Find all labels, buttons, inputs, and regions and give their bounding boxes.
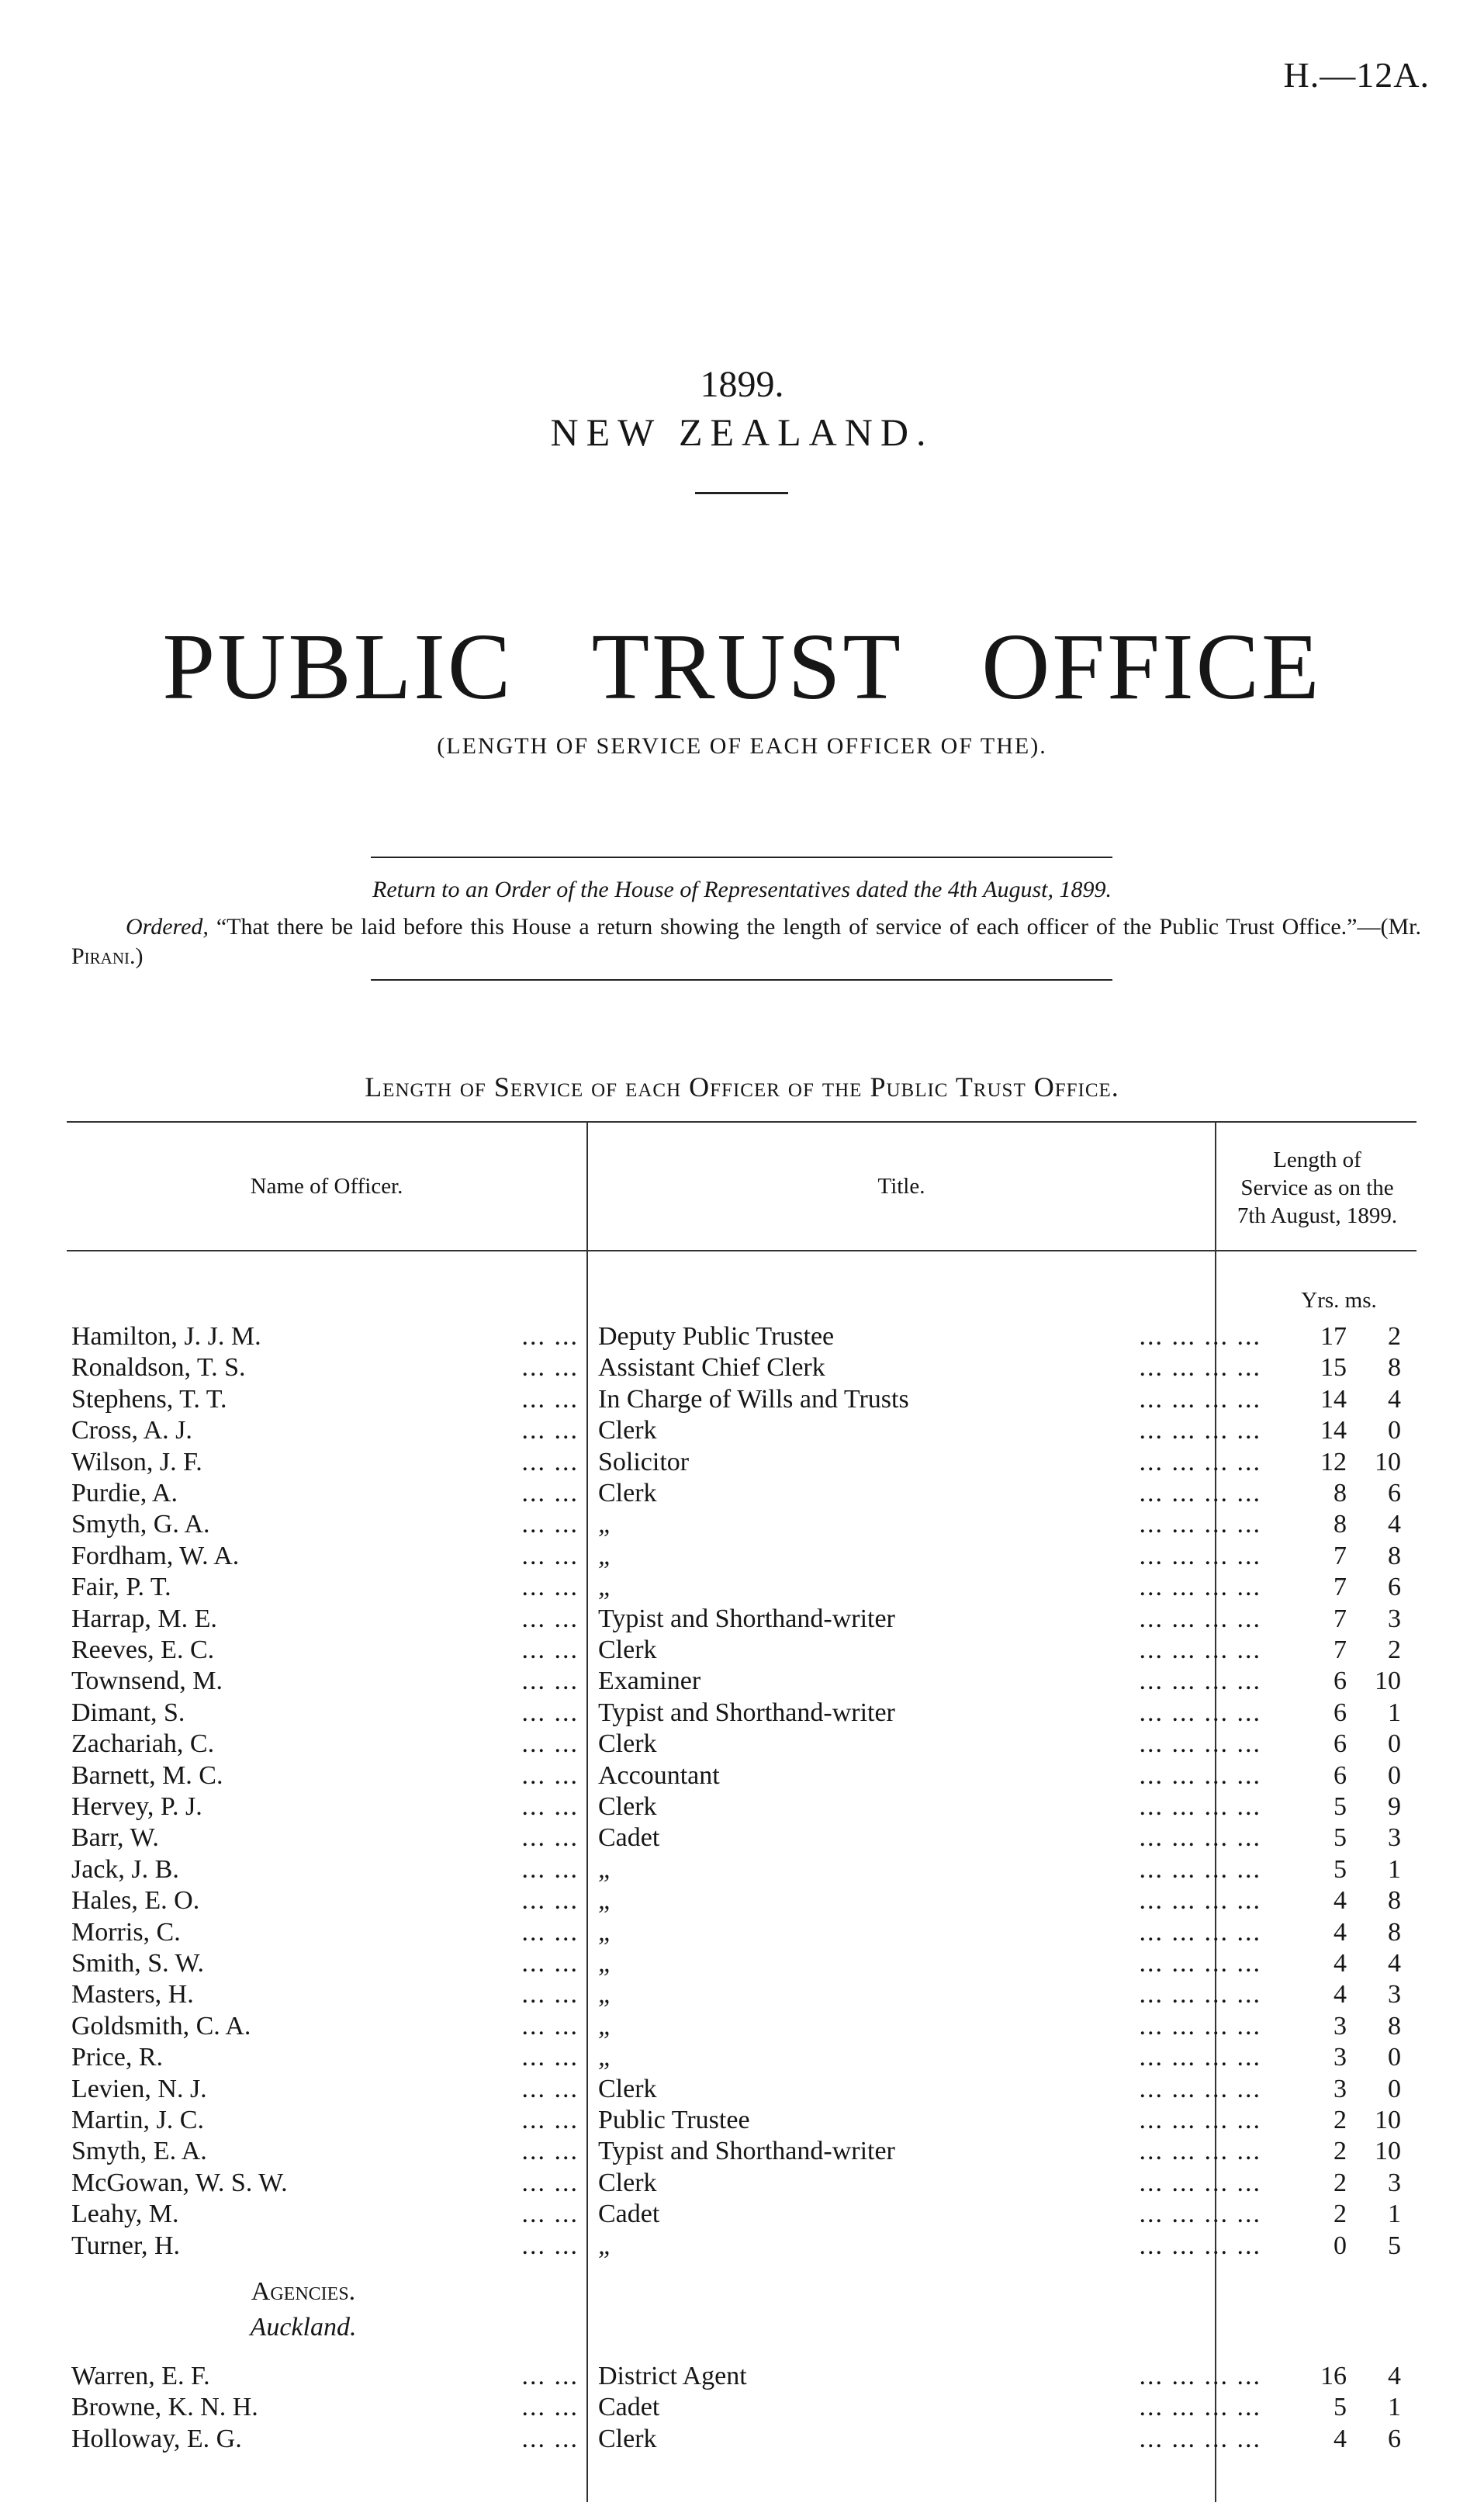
leader-dots: ... ... (521, 2393, 579, 2422)
service-months: 6 (1388, 1573, 1401, 1602)
leader-dots: ... ... (521, 1917, 579, 1947)
officer-name: Zachariah, C. (71, 1729, 215, 1759)
leader-dots: ... ... (521, 1510, 579, 1539)
service-months: 10 (1375, 1447, 1401, 1476)
officer-name: Barr, W. (71, 1823, 159, 1853)
leader-dots: ... ... (521, 1980, 579, 2009)
year-heading: 1899. (700, 364, 784, 405)
leader-dots: ... ... (521, 1886, 579, 1916)
leader-dots: ... ... ... ... (1139, 1792, 1261, 1821)
leader-dots: ... ... ... ... (1139, 1353, 1261, 1383)
service-years: 16 (1320, 2362, 1347, 2390)
service-months: 0 (1388, 2043, 1401, 2072)
table-top-rule (67, 1121, 1417, 1123)
table-row (67, 2042, 1417, 2073)
leader-dots: ... ... (521, 2106, 579, 2134)
leader-dots: ... ... ... ... (1139, 2168, 1261, 2197)
service-months: 10 (1375, 2137, 1401, 2166)
leader-dots: ... ... ... ... (1139, 2043, 1261, 2072)
service-months: 0 (1388, 1416, 1401, 1445)
service-header-line-2: Service as on the (1240, 1175, 1394, 1200)
table-row (67, 1666, 1417, 1697)
officer-title: Typist and Shorthand-writer (598, 1698, 895, 1727)
service-years: 12 (1320, 1447, 1347, 1476)
leader-dots: ... ... ... ... (1139, 1541, 1261, 1570)
officer-name: Levien, N. J. (71, 2074, 207, 2103)
table-row (67, 1979, 1417, 2010)
service-years: 3 (1334, 2043, 1347, 2072)
leader-dots: ... ... ... ... (1139, 1510, 1261, 1539)
leader-dots: ... ... (521, 1573, 579, 1602)
officer-name: Barnett, M. C. (71, 1760, 223, 1790)
officer-title: Typist and Shorthand-writer (598, 2137, 895, 2166)
service-months: 1 (1388, 2393, 1401, 2422)
officer-title: „ (598, 2011, 613, 2041)
service-years: 8 (1334, 1510, 1347, 1539)
ordered-close: .) (130, 943, 144, 969)
table-row (67, 1760, 1417, 1791)
officer-title: District Agent (598, 2362, 747, 2390)
table-row (67, 1447, 1417, 1478)
divider-bottom (371, 979, 1112, 981)
service-years: 3 (1334, 2074, 1347, 2103)
officer-title: „ (598, 1541, 613, 1570)
leader-dots: ... ... (521, 2043, 579, 2072)
leader-dots: ... ... (521, 2424, 579, 2453)
agencies-heading: Agencies. (251, 2277, 356, 2306)
officer-title: „ (598, 1886, 613, 1916)
officer-name: Hamilton, J. J. M. (71, 1322, 261, 1351)
service-years: 4 (1334, 1980, 1347, 2009)
service-months: 4 (1388, 1510, 1401, 1539)
officer-title: Cadet (598, 2393, 660, 2422)
leader-dots: ... ... (521, 2362, 579, 2390)
leader-dots: ... ... (521, 2074, 579, 2103)
ordered-text: “That there be laid before this House a return showing the length of service of each officer of the Public Trust Office.”—(Mr. (208, 914, 1421, 940)
leader-dots: ... ... (521, 1854, 579, 1884)
leader-dots: ... ... (521, 1792, 579, 1821)
officer-name: Purdie, A. (71, 1479, 178, 1508)
table-row (67, 1885, 1417, 1916)
service-months: 8 (1388, 1886, 1401, 1916)
leader-dots: ... ... ... ... (1139, 1698, 1261, 1727)
service-months: 0 (1388, 1760, 1401, 1790)
leader-dots: ... ... ... ... (1139, 2011, 1261, 2041)
page-title: PUBLIC TRUST OFFICE (162, 614, 1322, 719)
service-years: 7 (1334, 1636, 1347, 1664)
short-divider (695, 492, 788, 494)
table-header-rule (67, 1250, 1417, 1251)
leader-dots: ... ... ... ... (1139, 1949, 1261, 1978)
service-years: 6 (1334, 1760, 1347, 1790)
officer-title: „ (598, 1573, 613, 1602)
mover-name: Pirani (71, 943, 130, 969)
service-months: 8 (1388, 2011, 1401, 2041)
officer-title: In Charge of Wills and Trusts (598, 1384, 909, 1414)
leader-dots: ... ... ... ... (1139, 1636, 1261, 1664)
officer-title: Accountant (598, 1760, 720, 1790)
officer-title: „ (598, 1510, 613, 1539)
leader-dots: ... ... (521, 1447, 579, 1476)
service-years: 7 (1334, 1573, 1347, 1602)
leader-dots: ... ... (521, 1604, 579, 1633)
service-years: 14 (1320, 1416, 1347, 1445)
officer-name: Masters, H. (71, 1980, 194, 2009)
leader-dots: ... ... (521, 1541, 579, 1570)
service-months: 10 (1375, 2106, 1401, 2134)
table-row (67, 2361, 1417, 2392)
service-years: 5 (1334, 1792, 1347, 1821)
table-row (67, 1822, 1417, 1854)
officer-name: Dimant, S. (71, 1698, 185, 1727)
service-months: 4 (1388, 1384, 1401, 1414)
units-label: Yrs. ms. (1301, 1288, 1377, 1313)
officer-title: Clerk (598, 1416, 657, 1445)
officer-name: Ronaldson, T. S. (71, 1353, 246, 1383)
table-row (67, 1321, 1417, 1352)
service-years: 5 (1334, 1854, 1347, 1884)
table-row (67, 1384, 1417, 1415)
leader-dots: ... ... ... ... (1139, 2137, 1261, 2166)
service-years: 3 (1334, 2011, 1347, 2041)
table-row (67, 1604, 1417, 1635)
officer-title: Assistant Chief Clerk (598, 1353, 825, 1383)
leader-dots: ... ... (521, 2011, 579, 2041)
service-years: 7 (1334, 1604, 1347, 1633)
service-months: 10 (1375, 1667, 1401, 1696)
table-title: Length of Service of each Officer of the Public Trust Office. (365, 1071, 1119, 1102)
officer-name: Smith, S. W. (71, 1949, 205, 1978)
officer-name: Holloway, E. G. (71, 2424, 242, 2453)
table-row (67, 2392, 1417, 2423)
leader-dots: ... ... (521, 1353, 579, 1383)
leader-dots: ... ... ... ... (1139, 1667, 1261, 1696)
table-row (67, 1729, 1417, 1760)
service-months: 3 (1388, 1604, 1401, 1633)
leader-dots: ... ... ... ... (1139, 1604, 1261, 1633)
officer-title: „ (598, 1917, 613, 1947)
leader-dots: ... ... (521, 1729, 579, 1759)
table-row (67, 1854, 1417, 1885)
leader-dots: ... ... ... ... (1139, 1447, 1261, 1476)
service-header-line-1: Length of (1273, 1148, 1361, 1172)
service-months: 5 (1388, 2231, 1401, 2260)
leader-dots: ... ... ... ... (1139, 1416, 1261, 1445)
service-years: 4 (1334, 2424, 1347, 2453)
leader-dots: ... ... ... ... (1139, 2424, 1261, 2453)
officer-title: Cadet (598, 1823, 660, 1853)
leader-dots: ... ... (521, 1667, 579, 1696)
officer-title: „ (598, 2043, 613, 2072)
country-heading: NEW ZEALAND. (550, 410, 934, 454)
leader-dots: ... ... (521, 1384, 579, 1414)
service-years: 5 (1334, 1823, 1347, 1853)
leader-dots: ... ... ... ... (1139, 2393, 1261, 2422)
service-months: 1 (1388, 2200, 1401, 2229)
leader-dots: ... ... (521, 2200, 579, 2229)
service-months: 6 (1388, 2424, 1401, 2453)
officer-title: Clerk (598, 1636, 657, 1664)
officer-name: Fair, P. T. (71, 1573, 171, 1602)
table-row (67, 1415, 1417, 1446)
divider-top (371, 857, 1112, 858)
officer-title: Typist and Shorthand-writer (598, 1604, 895, 1633)
service-years: 4 (1334, 1949, 1347, 1978)
table-row (67, 2231, 1417, 2262)
service-years: 8 (1334, 1479, 1347, 1508)
table-row (67, 1635, 1417, 1666)
service-months: 1 (1388, 1698, 1401, 1727)
service-months: 0 (1388, 2074, 1401, 2103)
page-subtitle: (LENGTH OF SERVICE OF EACH OFFICER OF THE). (437, 733, 1047, 759)
leader-dots: ... ... (521, 1949, 579, 1978)
service-years: 14 (1320, 1384, 1347, 1414)
officer-name: Browne, K. N. H. (71, 2393, 258, 2422)
officer-name: Martin, J. C. (71, 2106, 204, 2134)
table-row (67, 1509, 1417, 1540)
service-months: 2 (1388, 1322, 1401, 1351)
agency-region: Auckland. (250, 2313, 357, 2342)
officer-name: Hervey, P. J. (71, 1792, 202, 1821)
officer-title: Examiner (598, 1667, 701, 1696)
leader-dots: ... ... ... ... (1139, 2074, 1261, 2103)
service-months: 8 (1388, 1917, 1401, 1947)
officer-title: „ (598, 1854, 613, 1884)
leader-dots: ... ... (521, 1760, 579, 1790)
ordered-label: Ordered, (126, 914, 209, 940)
officer-name: Reeves, E. C. (71, 1636, 215, 1664)
table-row (67, 2105, 1417, 2136)
officer-title: Clerk (598, 2168, 657, 2197)
service-years: 2 (1334, 2137, 1347, 2166)
service-years: 2 (1334, 2200, 1347, 2229)
service-years: 5 (1334, 2393, 1347, 2422)
officer-title: Cadet (598, 2200, 660, 2229)
service-table (67, 1121, 1417, 2502)
officer-name: Leahy, M. (71, 2200, 179, 2229)
leader-dots: ... ... ... ... (1139, 1886, 1261, 1916)
leader-dots: ... ... ... ... (1139, 1479, 1261, 1508)
service-months: 1 (1388, 1854, 1401, 1884)
officer-name: Smyth, G. A. (71, 1510, 210, 1539)
officer-name: Warren, E. F. (71, 2362, 210, 2390)
officer-title: „ (598, 1980, 613, 2009)
officer-title: „ (598, 2231, 613, 2260)
service-header-line-3: 7th August, 1899. (1237, 1203, 1398, 1228)
table-row (67, 2199, 1417, 2230)
leader-dots: ... ... ... ... (1139, 1322, 1261, 1351)
leader-dots: ... ... (521, 2168, 579, 2197)
service-months: 3 (1388, 1823, 1401, 1853)
service-years: 17 (1320, 1322, 1347, 1351)
table-row (67, 1572, 1417, 1603)
service-years: 2 (1334, 2106, 1347, 2134)
column-header-service (1218, 1146, 1417, 1230)
return-order-line: Return to an Order of the House of Representatives dated the 4th August, 1899. (372, 877, 1112, 902)
officer-name: Harrap, M. E. (71, 1604, 217, 1633)
officer-name: Wilson, J. F. (71, 1447, 202, 1476)
service-months: 2 (1388, 1636, 1401, 1664)
table-row (67, 1948, 1417, 1979)
table-row (67, 2074, 1417, 2105)
leader-dots: ... ... (521, 1636, 579, 1664)
leader-dots: ... ... ... ... (1139, 1917, 1261, 1947)
officer-name: McGowan, W. S. W. (71, 2168, 288, 2197)
service-years: 2 (1334, 2168, 1347, 2197)
ordered-paragraph (71, 912, 1421, 971)
table-row (67, 2424, 1417, 2455)
officer-title: Clerk (598, 1479, 657, 1508)
service-years: 6 (1334, 1729, 1347, 1759)
leader-dots: ... ... (521, 2137, 579, 2166)
table-row (67, 1352, 1417, 1383)
table-row (67, 1698, 1417, 1729)
leader-dots: ... ... (521, 1698, 579, 1727)
officer-title: „ (598, 1949, 613, 1978)
leader-dots: ... ... ... ... (1139, 2106, 1261, 2134)
leader-dots: ... ... ... ... (1139, 1729, 1261, 1759)
service-months: 4 (1388, 2362, 1401, 2390)
table-row (67, 1478, 1417, 1509)
service-months: 4 (1388, 1949, 1401, 1978)
leader-dots: ... ... ... ... (1139, 2200, 1261, 2229)
service-months: 3 (1388, 2168, 1401, 2197)
table-row (67, 1791, 1417, 1822)
leader-dots: ... ... (521, 1322, 579, 1351)
table-row (67, 1541, 1417, 1572)
officer-name: Price, R. (71, 2043, 164, 2072)
leader-dots: ... ... (521, 2231, 579, 2260)
service-months: 9 (1388, 1792, 1401, 1821)
service-years: 7 (1334, 1541, 1347, 1570)
officer-title: Solicitor (598, 1447, 690, 1476)
service-months: 6 (1388, 1479, 1401, 1508)
officer-name: Townsend, M. (71, 1667, 223, 1696)
officer-name: Cross, A. J. (71, 1416, 192, 1445)
column-header-title: Title. (877, 1174, 925, 1199)
leader-dots: ... ... ... ... (1139, 2362, 1261, 2390)
officer-name: Turner, H. (71, 2231, 181, 2260)
service-years: 4 (1334, 1917, 1347, 1947)
document-reference: H.—12A. (1283, 55, 1430, 95)
column-header-name: Name of Officer. (250, 1174, 403, 1199)
service-years: 15 (1320, 1353, 1347, 1383)
leader-dots: ... ... ... ... (1139, 1980, 1261, 2009)
service-years: 6 (1334, 1667, 1347, 1696)
table-row (67, 2136, 1417, 2167)
table-row (67, 1917, 1417, 1948)
leader-dots: ... ... (521, 1823, 579, 1853)
service-years: 6 (1334, 1698, 1347, 1727)
leader-dots: ... ... ... ... (1139, 1854, 1261, 1884)
service-years: 4 (1334, 1886, 1347, 1916)
officer-name: Goldsmith, C. A. (71, 2011, 251, 2041)
leader-dots: ... ... ... ... (1139, 1823, 1261, 1853)
officer-title: Deputy Public Trustee (598, 1322, 835, 1351)
leader-dots: ... ... ... ... (1139, 1760, 1261, 1790)
service-months: 8 (1388, 1541, 1401, 1570)
officer-name: Smyth, E. A. (71, 2137, 207, 2166)
officer-title: Public Trustee (598, 2106, 750, 2134)
leader-dots: ... ... (521, 1479, 579, 1508)
service-months: 8 (1388, 1353, 1401, 1383)
officer-name: Fordham, W. A. (71, 1541, 240, 1570)
officer-title: Clerk (598, 2074, 657, 2103)
service-months: 0 (1388, 1729, 1401, 1759)
leader-dots: ... ... ... ... (1139, 2231, 1261, 2260)
officer-title: Clerk (598, 1792, 657, 1821)
leader-dots: ... ... ... ... (1139, 1573, 1261, 1602)
leader-dots: ... ... ... ... (1139, 1384, 1261, 1414)
table-row (67, 2168, 1417, 2199)
leader-dots: ... ... (521, 1416, 579, 1445)
service-years: 0 (1334, 2231, 1347, 2260)
officer-name: Stephens, T. T. (71, 1384, 227, 1414)
table-row (67, 2011, 1417, 2042)
officer-title: Clerk (598, 2424, 657, 2453)
officer-name: Morris, C. (71, 1917, 181, 1947)
officer-name: Jack, J. B. (71, 1854, 179, 1884)
service-months: 3 (1388, 1980, 1401, 2009)
officer-name: Hales, E. O. (71, 1886, 200, 1916)
officer-title: Clerk (598, 1729, 657, 1759)
